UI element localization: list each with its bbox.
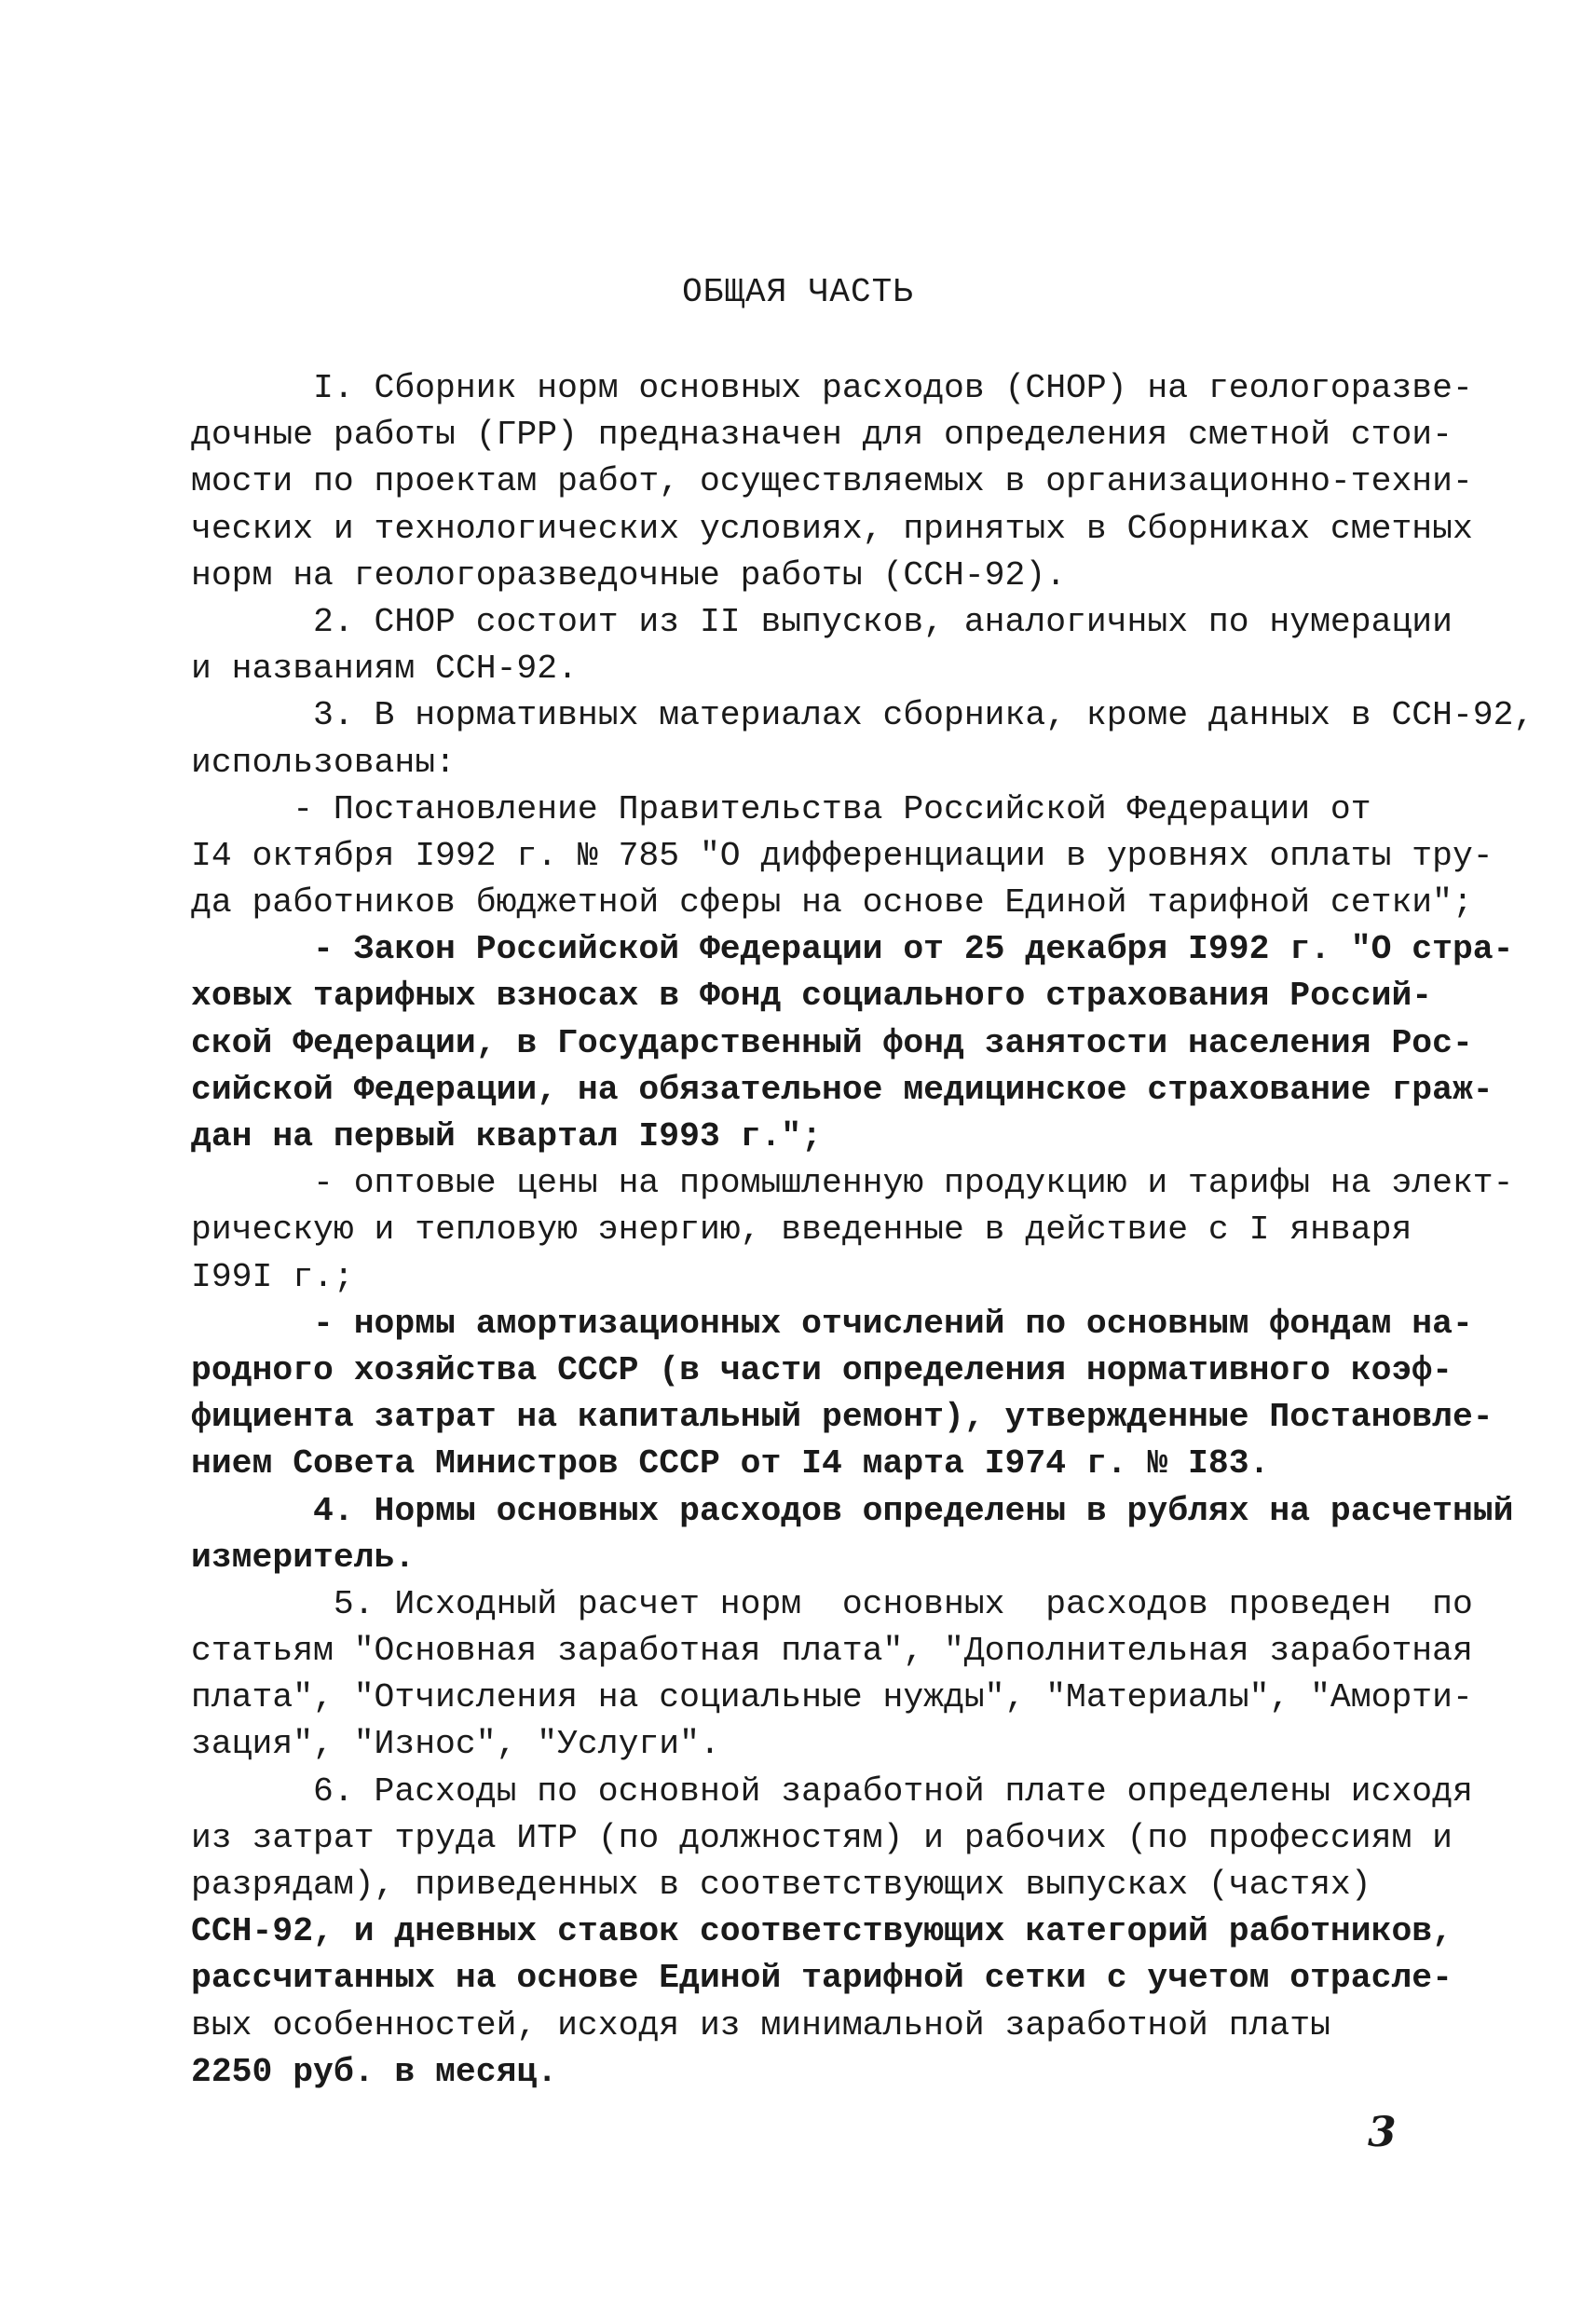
- text-line: родного хозяйства СССР (в части определения нормативного коэф-: [191, 1350, 1453, 1389]
- text-line: - Постановление Правительства Российской Федерации от: [191, 789, 1371, 828]
- text-line: - Закон Российской Федерации от 25 декабря I992 г. "О стра-: [191, 930, 1514, 969]
- text-line: да работников бюджетной сферы на основе Единой тарифной сетки";: [191, 883, 1473, 923]
- text-line: зация", "Износ", "Услуги".: [191, 1725, 720, 1764]
- page-number: 3: [1368, 2109, 1397, 2156]
- text-line: - оптовые цены на промышленную продукцию и тарифы на элект-: [191, 1164, 1514, 1203]
- text-line: сийской Федерации, на обязательное медицинское страхование граж-: [191, 1070, 1494, 1109]
- text-line: ССН-92, и дневных ставок соответствующих категорий работников,: [191, 1912, 1453, 1951]
- text-line: мости по проектам работ, осуществляемых в организационно-техни-: [191, 462, 1473, 501]
- text-line: дан на первый квартал I993 г.";: [191, 1117, 822, 1156]
- text-line: ской Федерации, в Государственный фонд занятости населения Рос-: [191, 1023, 1473, 1062]
- text-line: и названиям ССН-92.: [191, 650, 578, 689]
- text-line: фициента затрат на капитальный ремонт), утвержденные Постановле-: [191, 1398, 1494, 1437]
- text-line: нием Совета Министров СССР от I4 марта I974 г. № I83.: [191, 1444, 1270, 1484]
- text-line: 3. В нормативных материалах сборника, кроме данных в ССН-92,: [191, 696, 1535, 735]
- text-line: дочные работы (ГРР) предназначен для определения сметной стои-: [191, 416, 1453, 455]
- text-line: I99I г.;: [191, 1257, 354, 1296]
- text-line: из затрат труда ИТР (по должностям) и рабочих (по профессиям и: [191, 1818, 1453, 1857]
- text-line: 6. Расходы по основной заработной плате определены исходя: [191, 1771, 1473, 1811]
- text-line: I4 октября I992 г. № 785 "О дифференциации в уровнях оплаты тру-: [191, 836, 1494, 875]
- text-line: - нормы амортизационных отчислений по основным фондам на-: [191, 1304, 1473, 1343]
- text-line: плата", "Отчисления на социальные нужды", "Материалы", "Аморти-: [191, 1678, 1473, 1717]
- text-line: использованы:: [191, 743, 456, 782]
- text-line: норм на геологоразведочные работы (ССН-92).: [191, 555, 1067, 595]
- document-body: [191, 365, 1535, 2096]
- text-line: рассчитанных на основе Единой тарифной сетки с учетом отрасле-: [191, 1959, 1453, 1998]
- text-line: разрядам), приведенных в соответствующих выпусках (частях): [191, 1866, 1371, 1904]
- text-line: 2250 руб. в месяц.: [191, 2052, 558, 2091]
- text-line: ческих и технологических условиях, принятых в Сборниках сметных: [191, 509, 1473, 548]
- text-line: ховых тарифных взносах в Фонд социального страхования Россий-: [191, 977, 1433, 1016]
- text-line: I. Сборник норм основных расходов (СНОР) на геологоразве-: [191, 369, 1473, 407]
- text-line: 5. Исходный расчет норм основных расходов проведен по: [191, 1584, 1473, 1623]
- section-title: ОБЩАЯ ЧАСТЬ: [682, 273, 914, 311]
- text-line: рическую и тепловую энергию, введенные в действие с I января: [191, 1210, 1412, 1250]
- text-line: статьям "Основная заработная плата", "Дополнительная заработная: [191, 1632, 1473, 1671]
- text-line: 4. Нормы основных расходов определены в рублях на расчетный: [191, 1491, 1514, 1530]
- text-line: вых особенностей, исходя из минимальной заработной платы: [191, 2005, 1330, 2044]
- text-line: 2. СНОР состоит из II выпусков, аналогичных по нумерации: [191, 602, 1453, 641]
- text-line: измеритель.: [191, 1538, 416, 1577]
